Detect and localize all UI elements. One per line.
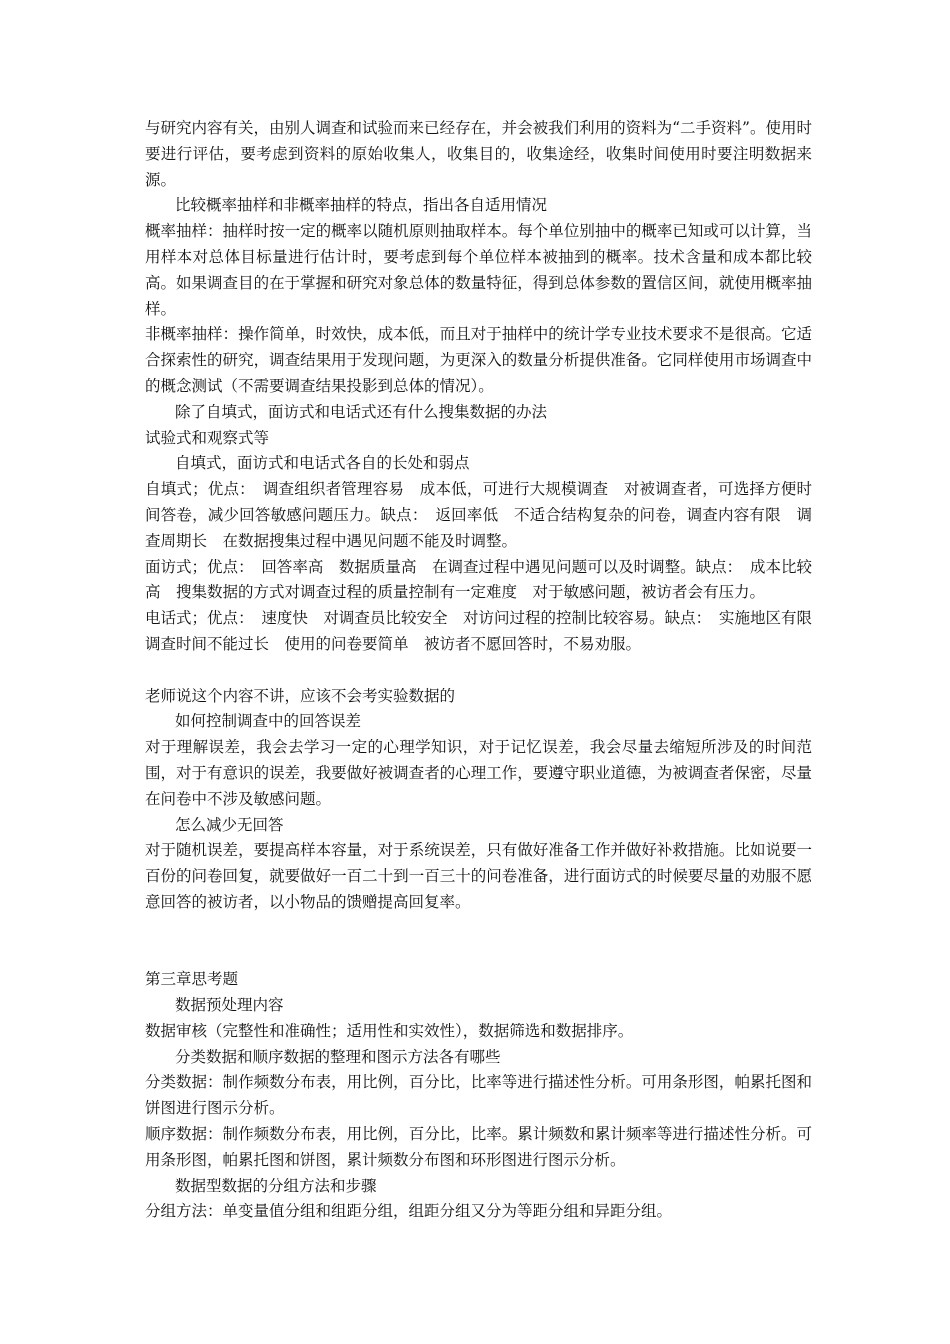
blank-line bbox=[145, 942, 812, 968]
secondary-data-paragraph: 与研究内容有关，由别人调查和试验而来已经存在，并会被我们利用的资料为“二手资料”。使用时要进行评估，要考虑到资料的原始收集人，收集目的，收集途经，收集时间使用时要注明数据来源。 bbox=[145, 119, 812, 189]
grouping-methods-paragraph: 分组方法：单变量值分组和组距分组，组距分组又分为等距分组和异距分组。 bbox=[145, 1202, 673, 1221]
response-error-paragraph: 对于理解误差，我会去学习一定的心理学知识，对于记忆误差，我会尽量去缩短所涉及的时间范围，对于有意识的误差，我要做好被调查者的心理工作，要遵守职业道德，为被调查者保密，尽量在问卷中不涉及敏感问题。 bbox=[145, 738, 812, 808]
document-page bbox=[145, 116, 828, 1225]
self-administered-paragraph: 自填式；优点： 调查组织者管理容易 成本低，可进行大规模调查 对被调查者，可选择方便时间答卷，减少回答敏感问题压力。缺点： 返回率低 不适合结构复杂的问卷，调查内容有限 调查周期长 在数据搜集过程中遇见问题不能及时调整。 bbox=[145, 480, 812, 550]
nonresponse-question-heading: 怎么减少无回答 bbox=[175, 815, 284, 834]
interview-paragraph: 面访式；优点： 回答率高 数据质量高 在调查过程中遇见问题可以及时调整。缺点： 成本比较高 搜集数据的方式对调查过程的质量控制有一定难度 对于敏感问题，被访者会有压力。 bbox=[145, 557, 812, 602]
preprocessing-question-heading: 数据预处理内容 bbox=[175, 996, 284, 1015]
categorical-ordinal-question-heading: 分类数据和顺序数据的整理和图示方法各有哪些 bbox=[175, 1047, 501, 1066]
probability-sampling-paragraph: 概率抽样：抽样时按一定的概率以随机原则抽取样本。每个单位别抽中的概率已知或可以计算，当用样本对总体目标量进行估计时，要考虑到每个单位样本被抽到的概率。技术含量和成本都比较高。如果调查目的在于掌握和研究对象总体的数量特征，得到总体参数的置信区间，就使用概率抽样。 bbox=[145, 222, 812, 318]
teacher-note: 老师说这个内容不讲，应该不会考实验数据的 bbox=[145, 686, 456, 705]
response-error-question-heading: 如何控制调查中的回答误差 bbox=[175, 712, 362, 731]
survey-modes-question-heading: 自填式，面访式和电话式各自的长处和弱点 bbox=[175, 454, 470, 473]
sampling-question-heading: 比较概率抽样和非概率抽样的特点，指出各自适用情况 bbox=[175, 196, 548, 215]
chapter-three-heading: 第三章思考题 bbox=[145, 970, 239, 989]
blank-line bbox=[145, 916, 812, 942]
nonresponse-paragraph: 对于随机误差，要提高样本容量，对于系统误差，只有做好准备工作并做好补救措施。比如说要一百份的问卷回复，就要做好一百二十到一百三十的问卷准备，进行面访式的时候要尽量的劝服不愿意回答的被访者，以小物品的馈赠提高回复率。 bbox=[145, 841, 812, 911]
non-probability-sampling-paragraph: 非概率抽样：操作简单，时效快，成本低，而且对于抽样中的统计学专业技术要求不是很高。它适合探索性的研究，调查结果用于发现问题，为更深入的数量分析提供准备。它同样使用市场调查中的概念测试（不需要调查结果投影到总体的情况）。 bbox=[145, 325, 812, 395]
blank-line bbox=[145, 658, 812, 684]
other-methods-answer: 试验式和观察式等 bbox=[145, 428, 270, 447]
telephone-paragraph: 电话式；优点： 速度快 对调查员比较安全 对访问过程的控制比较容易。缺点： 实施地区有限 调查时间不能过长 使用的问卷要简单 被访者不愿回答时，不易劝服。 bbox=[145, 609, 828, 653]
ordinal-data-paragraph: 顺序数据：制作频数分布表，用比例，百分比，比率。累计频数和累计频率等进行描述性分析。可用条形图，帕累托图和饼图，累计频数分布图和环形图进行图示分析。 bbox=[145, 1125, 812, 1169]
categorical-data-paragraph: 分类数据：制作频数分布表，用比例，百分比，比率等进行描述性分析。可用条形图，帕累托图和饼图进行图示分析。 bbox=[145, 1073, 812, 1118]
numerical-grouping-question-heading: 数据型数据的分组方法和步骤 bbox=[175, 1176, 377, 1195]
other-methods-question-heading: 除了自填式，面访式和电话式还有什么搜集数据的办法 bbox=[175, 402, 548, 421]
preprocessing-paragraph: 数据审核（完整性和准确性；适用性和实效性），数据筛选和数据排序。 bbox=[145, 1021, 634, 1040]
